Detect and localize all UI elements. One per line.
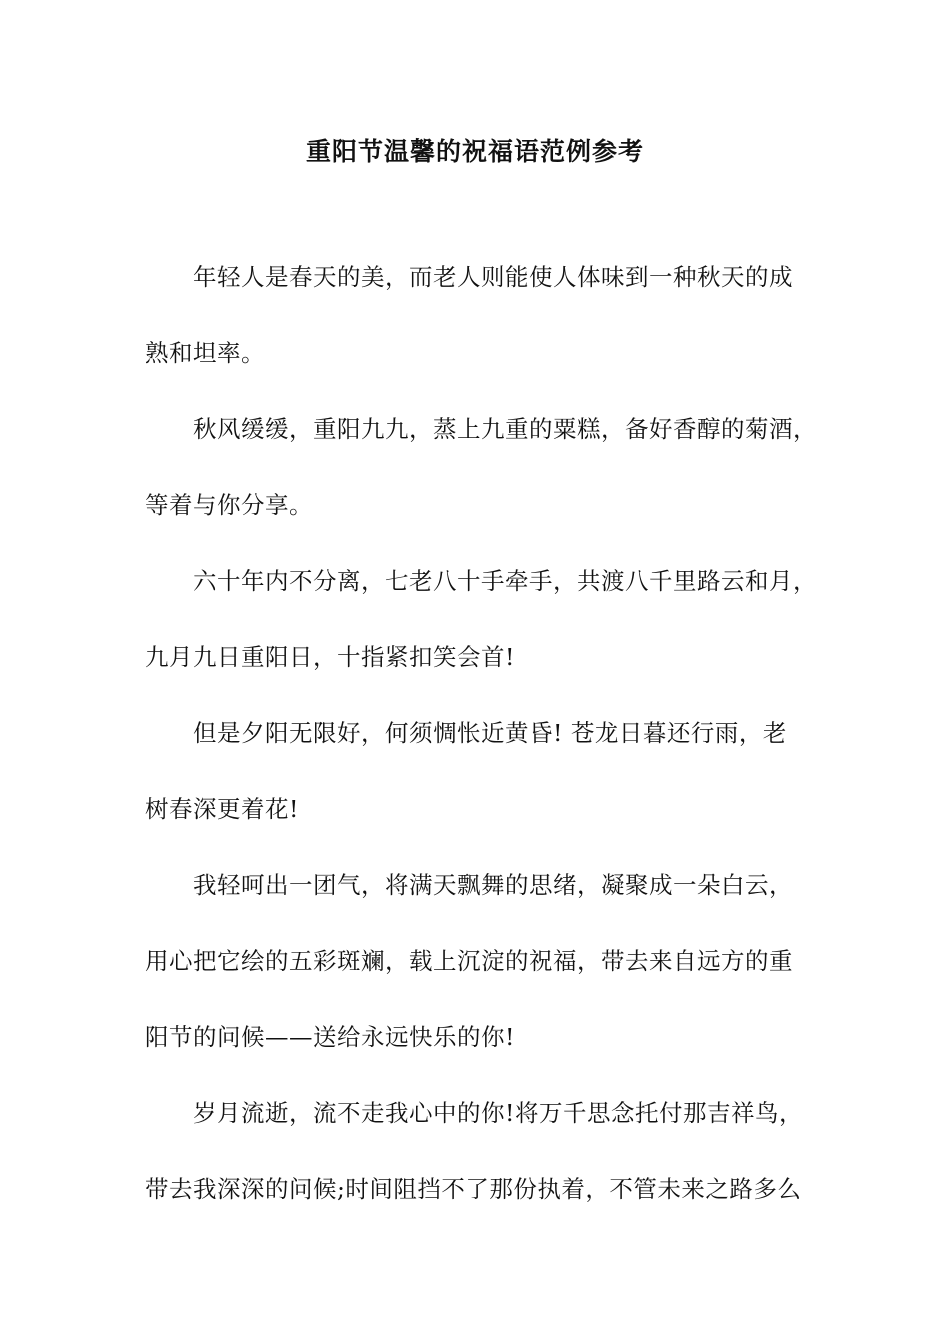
paragraph-2-line-1: 秋风缓缓，重阳九九，蒸上九重的粟糕，备好香醇的菊酒， xyxy=(193,415,817,443)
paragraph-5-line-2: 用心把它绘的五彩斑斓，载上沉淀的祝福，带去来自远方的重 xyxy=(145,947,793,975)
paragraph-6-line-1: 岁月流逝，流不走我心中的你!将万千思念托付那吉祥鸟， xyxy=(193,1099,803,1127)
document-body xyxy=(145,253,835,1241)
paragraph-1-line-1: 年轻人是春天的美，而老人则能使人体味到一种秋天的成 xyxy=(193,263,793,291)
paragraph-3-line-2: 九月九日重阳日，十指紧扣笑会首! xyxy=(145,643,515,671)
paragraph-4-line-2: 树春深更着花! xyxy=(145,795,299,823)
paragraph-3-line-1: 六十年内不分离，七老八十手牵手，共渡八千里路云和月， xyxy=(193,567,817,595)
paragraph-5-line-1: 我轻呵出一团气，将满天飘舞的思绪，凝聚成一朵白云， xyxy=(193,871,793,899)
paragraph-1-line-2: 熟和坦率。 xyxy=(145,339,265,367)
paragraph-5-line-3: 阳节的问候——送给永远快乐的你! xyxy=(145,1023,515,1051)
paragraph-2-line-2: 等着与你分享。 xyxy=(145,491,313,519)
document-title: 重阳节温馨的祝福语范例参考 xyxy=(305,137,644,166)
paragraph-4-line-1: 但是夕阳无限好，何须惆怅近黄昏! 苍龙日暮还行雨，老 xyxy=(193,719,787,747)
paragraph-6-line-2: 带去我深深的问候;时间阻挡不了那份执着，不管未来之路多么 xyxy=(145,1175,802,1203)
